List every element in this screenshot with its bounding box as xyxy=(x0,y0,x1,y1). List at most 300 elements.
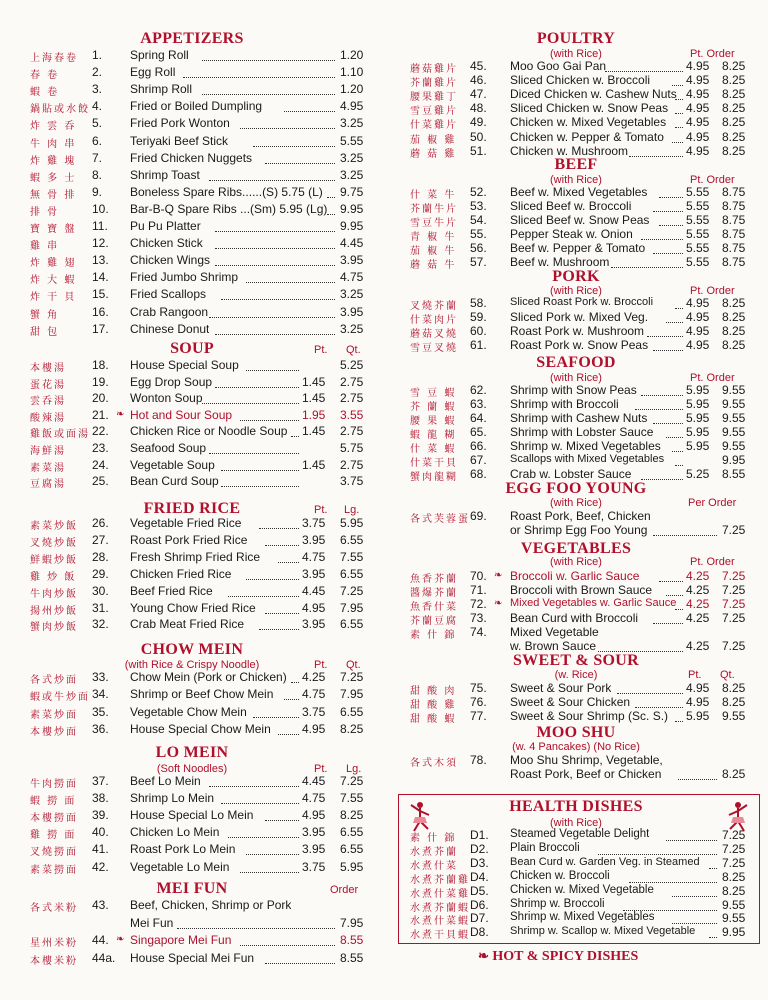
price-small: 5.55 xyxy=(686,198,710,213)
menu-item-row[interactable] xyxy=(0,424,384,441)
item-number: 60. xyxy=(470,324,487,338)
item-number: 61. xyxy=(470,338,487,352)
item-name: Chicken Wings xyxy=(130,253,211,268)
item-name: Sliced Beef w. Snow Peas xyxy=(510,212,650,227)
price-large: 6.55 xyxy=(340,532,364,547)
price-large: 5.95 xyxy=(340,859,364,874)
item-name: Chicken w. Mixed Vegetable xyxy=(510,883,654,896)
item-name: Sweet & Sour Chicken xyxy=(510,695,631,709)
price-small: 3.95 xyxy=(302,825,326,840)
menu-item-row[interactable] xyxy=(0,48,384,65)
item-number: 2. xyxy=(92,65,103,80)
item-name: House Special Lo Mein xyxy=(130,808,254,823)
menu-item-row[interactable] xyxy=(0,134,384,151)
leader-dots xyxy=(653,523,717,536)
item-number: 37. xyxy=(92,774,109,788)
leader-dots xyxy=(641,227,683,240)
price-small: 3.75 xyxy=(302,704,326,719)
price-small: 4.25 xyxy=(686,583,710,597)
leader-dots xyxy=(228,584,300,597)
menu-item-row[interactable] xyxy=(0,408,384,425)
egg-foo-young-subtitle: (with Rice) xyxy=(550,497,602,509)
item-number: 65. xyxy=(470,425,487,439)
menu-item-row[interactable] xyxy=(0,550,384,567)
leader-dots xyxy=(265,951,335,964)
menu-item-row[interactable] xyxy=(0,185,384,202)
price-large: 8.25 xyxy=(722,695,746,709)
menu-item-row[interactable] xyxy=(0,202,384,219)
menu-item-row[interactable] xyxy=(0,687,384,704)
price: 8.25 xyxy=(722,869,746,884)
column-header: Order xyxy=(330,884,359,896)
item-name: Fried Pork Wonton xyxy=(130,116,230,131)
item-name: Sweet & Sour Shrimp (Sc. S.) xyxy=(510,709,669,723)
price-small: 4.45 xyxy=(302,583,326,598)
chinese-name: 醬爆芥蘭 xyxy=(410,588,458,599)
price-large: 7.25 xyxy=(722,597,746,611)
leader-dots xyxy=(666,310,684,323)
column-header: Pt. Order xyxy=(690,372,735,384)
leader-dots xyxy=(641,383,683,396)
item-name: Mei Fun xyxy=(130,915,174,930)
leader-dots xyxy=(653,338,683,351)
menu-item-row[interactable] xyxy=(0,791,384,808)
price-small: 3.95 xyxy=(302,532,326,547)
item-number: 49. xyxy=(470,115,487,130)
price: 3.95 xyxy=(340,304,364,319)
item-number: 35. xyxy=(92,704,109,719)
chinese-name: 蘑 菇 雞 xyxy=(410,148,457,160)
chinese-name: 本樓撈面 xyxy=(30,813,78,825)
item-number: 15. xyxy=(92,287,109,302)
chili-pepper-icon: ❧ xyxy=(116,408,125,420)
chinese-name: 腰 果 蝦 xyxy=(410,416,457,427)
chinese-name: 寶 寶 盤 xyxy=(30,224,77,235)
price-large: 7.25 xyxy=(722,569,746,583)
menu-item-row[interactable] xyxy=(384,523,768,540)
item-name: House Special Chow Mein xyxy=(130,721,271,736)
chinese-name: 蝦 卷 xyxy=(30,87,60,99)
menu-item-row[interactable] xyxy=(0,916,384,933)
price-large: 2.75 xyxy=(340,374,364,389)
chili-pepper-icon: ❧ xyxy=(478,948,489,963)
item-name: Fried Scallops xyxy=(130,287,207,302)
leader-dots xyxy=(675,115,683,128)
item-number: 8. xyxy=(92,167,103,182)
menu-item-row[interactable] xyxy=(384,338,768,355)
chinese-name: 魚香什菜 xyxy=(410,602,458,613)
item-name: Shrimp w. Mixed Vegetables xyxy=(510,439,661,453)
leader-dots xyxy=(647,324,683,337)
leader-dots xyxy=(246,842,299,855)
leader-dots xyxy=(675,296,683,309)
leader-dots xyxy=(202,391,299,404)
price-large: 9.55 xyxy=(722,397,746,411)
menu-item-row[interactable] xyxy=(0,842,384,859)
item-number: 21. xyxy=(92,407,109,422)
chow-mein-heading: CHOW MEIN xyxy=(140,641,244,658)
menu-item-row[interactable] xyxy=(0,670,384,687)
item-number: 66. xyxy=(470,439,487,453)
item-number: 25. xyxy=(92,474,109,489)
item-number: 54. xyxy=(470,212,487,227)
moo-shu-subtitle: (w. 4 Pancakes) (No Rice) xyxy=(512,741,640,753)
item-name: Vegetable Lo Mein xyxy=(130,859,230,874)
price: 3.95 xyxy=(340,253,364,268)
item-number: 31. xyxy=(92,600,109,615)
leader-dots xyxy=(653,411,683,424)
price-large: 7.25 xyxy=(722,583,746,597)
price: 3.25 xyxy=(340,321,364,336)
menu-item-row[interactable] xyxy=(0,99,384,116)
column-header: Pt. Order xyxy=(690,285,735,297)
item-number: 63. xyxy=(470,397,487,411)
lo-mein-heading: LO MEIN xyxy=(155,744,229,761)
chinese-name: 什菜雞片 xyxy=(410,120,458,132)
item-name: Egg Drop Soup xyxy=(130,374,213,389)
price-small: 5.95 xyxy=(686,709,710,723)
price-small: 4.95 xyxy=(686,338,710,352)
menu-item-row[interactable] xyxy=(0,322,384,339)
column-header: Qt. xyxy=(720,669,735,681)
menu-item-row[interactable] xyxy=(0,601,384,618)
item-name: Chicken w. Broccoli xyxy=(510,869,610,882)
menu-item-row[interactable] xyxy=(0,270,384,287)
price-large: 8.25 xyxy=(722,324,746,338)
price-small: 5.55 xyxy=(686,254,710,269)
item-number: 44a. xyxy=(92,950,116,965)
price-large: 8.25 xyxy=(722,73,746,88)
price: 9.95 xyxy=(722,925,746,940)
item-name: Crab w. Lobster Sauce xyxy=(510,467,632,481)
vegetables-subtitle: (with Rice) xyxy=(550,556,602,568)
chinese-name: 各式米粉 xyxy=(30,903,78,914)
item-number: 23. xyxy=(92,441,109,455)
price: 7.25 xyxy=(722,855,746,870)
chili-pepper-icon: ❧ xyxy=(116,934,125,945)
item-number: 32. xyxy=(92,617,109,632)
menu-item-row[interactable] xyxy=(0,116,384,133)
menu-item-row[interactable] xyxy=(0,458,384,475)
item-number: D7. xyxy=(470,911,489,926)
menu-item-row[interactable] xyxy=(0,860,384,877)
leader-dots xyxy=(284,99,335,112)
item-name: Young Chow Fried Rice xyxy=(130,600,256,615)
poultry-heading: POULTRY xyxy=(536,30,616,47)
price-large: 2.75 xyxy=(340,424,364,439)
item-name: Beef Fried Rice xyxy=(130,583,213,598)
item-name: Roast Pork Fried Rice xyxy=(130,532,248,547)
price: 3.25 xyxy=(340,150,364,165)
chinese-name: 蟹肉炒飯 xyxy=(30,622,78,634)
price-small: 4.95 xyxy=(686,115,710,130)
item-number: 68. xyxy=(470,467,487,481)
leader-dots xyxy=(265,808,299,821)
price-small: 1.45 xyxy=(302,457,326,472)
menu-item-row[interactable] xyxy=(0,151,384,168)
item-number: 38. xyxy=(92,791,109,806)
leader-dots xyxy=(675,709,683,722)
price-small: 1.45 xyxy=(302,391,326,406)
item-number: 58. xyxy=(470,296,487,310)
price-small: 5.55 xyxy=(686,185,710,199)
chinese-name: 什 菜 蝦 xyxy=(410,444,457,455)
leader-dots xyxy=(653,611,683,624)
item-number: 39. xyxy=(92,808,109,823)
item-name: Chicken Rice or Noodle Soup xyxy=(130,424,288,439)
item-number: 67. xyxy=(470,453,487,467)
leader-dots xyxy=(202,48,335,61)
menu-item-row[interactable] xyxy=(0,705,384,722)
item-name: Roast Pork Lo Mein xyxy=(130,842,236,857)
item-number: 5. xyxy=(92,116,103,131)
price: 5.55 xyxy=(340,133,364,148)
chinese-name: 上海春卷 xyxy=(30,53,78,64)
column-header: Pt. Order xyxy=(690,174,735,186)
price-large: 7.25 xyxy=(722,639,746,653)
chinese-name: 蝦 龍 糊 xyxy=(410,430,457,441)
item-name: Bar-B-Q Spare Ribs ...(Sm) 5.95 (Lg) xyxy=(130,201,328,216)
item-number: 70. xyxy=(470,569,487,583)
menu-item-row[interactable] xyxy=(0,65,384,82)
menu-item-row[interactable] xyxy=(0,516,384,533)
menu-item-row[interactable] xyxy=(0,774,384,791)
menu-item-row[interactable] xyxy=(0,82,384,99)
item-name: Shrimp w. Scallop w. Mixed Vegetable xyxy=(510,925,696,938)
chinese-name: 海鮮湯 xyxy=(30,446,66,457)
item-name: Fresh Shrimp Fried Rice xyxy=(130,549,261,564)
chinese-name: 叉燒炒飯 xyxy=(30,537,78,549)
price: 9.95 xyxy=(340,219,364,233)
menu-item-row[interactable] xyxy=(0,808,384,825)
leader-dots xyxy=(253,134,335,147)
leader-dots xyxy=(598,639,683,652)
chinese-name: 雪 豆 蝦 xyxy=(410,388,457,399)
item-name: Pu Pu Platter xyxy=(130,219,201,233)
menu-item-row[interactable] xyxy=(0,287,384,304)
menu-item-row[interactable] xyxy=(0,617,384,634)
item-number: 34. xyxy=(92,687,109,702)
price-large: 6.55 xyxy=(340,842,364,857)
price-small: 5.55 xyxy=(686,212,710,227)
soup-heading: SOUP xyxy=(170,340,214,357)
price: 1.20 xyxy=(340,48,364,62)
chinese-name: 水煮干貝蝦 xyxy=(410,930,470,942)
leader-dots xyxy=(605,59,684,72)
chinese-name: 什 菜 牛 xyxy=(410,190,457,201)
menu-item-row[interactable] xyxy=(384,767,768,784)
leader-dots xyxy=(675,87,683,100)
item-number: 4. xyxy=(92,99,103,114)
price-small: 4.95 xyxy=(686,87,710,102)
item-name: Fried Chicken Nuggets xyxy=(130,150,253,165)
health-subtitle: (with Rice) xyxy=(550,817,602,829)
pork-subtitle: (with Rice) xyxy=(550,285,602,297)
menu-item-row[interactable] xyxy=(0,533,384,550)
menu-item-row[interactable] xyxy=(0,219,384,236)
price-small: 3.75 xyxy=(302,859,326,874)
item-name: Moo Shu Shrimp, Vegetable, xyxy=(510,753,663,767)
leader-dots xyxy=(629,144,683,157)
leader-dots xyxy=(209,305,335,318)
price-small: 4.25 xyxy=(686,597,710,611)
item-name: Roast Pork w. Mushroom xyxy=(510,324,645,338)
chinese-name: 炸 大 蝦 xyxy=(30,275,77,287)
price-large: 8.75 xyxy=(722,240,746,255)
item-number: 13. xyxy=(92,253,109,268)
item-number: 12. xyxy=(92,236,109,251)
leader-dots xyxy=(215,322,335,335)
item-name: Mixed Vegetable xyxy=(510,625,599,639)
price-small: 4.95 xyxy=(686,695,710,709)
item-number: 48. xyxy=(470,101,487,116)
leader-dots xyxy=(246,270,335,283)
price-small: 4.25 xyxy=(302,670,326,684)
price-small: 4.25 xyxy=(686,611,710,625)
price-large: 9.55 xyxy=(722,383,746,397)
price: 1.20 xyxy=(340,82,364,97)
menu-item-row[interactable] xyxy=(0,951,384,968)
column-header: Pt. xyxy=(314,504,328,516)
chili-pepper-icon: ❧ xyxy=(494,598,503,609)
menu-item-row[interactable] xyxy=(0,253,384,270)
chili-pepper-icon: ❧ xyxy=(494,570,503,581)
leader-dots xyxy=(177,916,335,929)
menu-item-row[interactable] xyxy=(0,358,384,375)
item-number: 18. xyxy=(92,358,109,372)
chinese-name: 蘑菇叉燒 xyxy=(410,329,458,340)
menu-item-row[interactable] xyxy=(0,722,384,739)
leader-dots xyxy=(653,241,683,254)
chinese-name: 蝦 多 士 xyxy=(30,172,77,184)
item-name: Chicken w. Mushroom xyxy=(510,143,629,158)
leader-dots xyxy=(240,933,335,946)
item-name: Boneless Spare Ribs......(S) 5.75 (L) xyxy=(130,184,323,199)
column-header: Per Order xyxy=(688,497,737,509)
leader-dots xyxy=(675,101,683,114)
price: 4.95 xyxy=(340,99,364,114)
item-number: 10. xyxy=(92,201,109,216)
leader-dots xyxy=(215,236,335,249)
item-name: Shrimp with Cashew Nuts xyxy=(510,411,648,425)
menu-item-row[interactable] xyxy=(0,933,384,950)
price-small: 4.25 xyxy=(686,639,710,653)
price-large: 2.75 xyxy=(340,391,364,406)
price-small: 5.95 xyxy=(686,383,710,397)
price-large: 2.75 xyxy=(340,457,364,472)
item-name: Mixed Vegetables w. Garlic Sauce xyxy=(510,597,677,609)
column-header: Lg. xyxy=(346,763,362,775)
menu-item-row[interactable] xyxy=(0,391,384,408)
item-number: 42. xyxy=(92,859,109,874)
column-header: Pt. Order xyxy=(690,48,735,60)
item-number: 55. xyxy=(470,226,487,241)
price-large: 9.55 xyxy=(722,411,746,425)
menu-item-row[interactable] xyxy=(0,305,384,322)
item-number: 69. xyxy=(470,509,487,523)
leader-dots xyxy=(265,601,299,614)
item-name: Shrimp or Beef Chow Mein xyxy=(130,687,274,702)
item-name: Plain Broccoli xyxy=(510,841,580,854)
column-header: Pt. xyxy=(688,669,702,681)
price: 1.10 xyxy=(340,65,364,80)
chinese-name: 水煮什菜 xyxy=(410,860,458,872)
chinese-name: 什菜肉片 xyxy=(410,315,458,326)
price: 7.25 xyxy=(722,828,746,842)
item-number: 72. xyxy=(470,597,487,611)
price-small: 5.55 xyxy=(686,226,710,241)
chinese-name: 本樓米粉 xyxy=(30,955,78,967)
price-large: 6.55 xyxy=(340,566,364,581)
leader-dots xyxy=(221,791,299,804)
item-name: Beef Lo Mein xyxy=(130,774,201,788)
chinese-name: 芥蘭雞片 xyxy=(410,78,458,90)
menu-item-row[interactable] xyxy=(0,236,384,253)
chinese-name: 蝦 撈 面 xyxy=(30,796,77,808)
menu-item-row[interactable] xyxy=(0,567,384,584)
leader-dots xyxy=(653,199,683,212)
item-name: Hot and Sour Soup xyxy=(130,407,233,422)
item-number: D2. xyxy=(470,841,489,856)
price-large: 8.25 xyxy=(722,310,746,324)
price: 9.95 xyxy=(340,201,364,216)
leader-dots xyxy=(659,213,683,226)
menu-item-row[interactable] xyxy=(0,441,384,458)
item-name: Sliced Roast Pork w. Broccoli xyxy=(510,296,654,308)
price: 8.55 xyxy=(340,950,364,965)
chinese-name: 星州米粉 xyxy=(30,938,78,949)
item-name: Pepper Steak w. Onion xyxy=(510,226,633,241)
chinese-name: 茄 椒 雞 xyxy=(410,134,457,146)
price-large: 8.25 xyxy=(722,101,746,116)
leader-dots xyxy=(327,202,335,215)
chinese-name: 茄 椒 牛 xyxy=(410,245,457,257)
menu-item-row[interactable] xyxy=(0,168,384,185)
price-large: 9.95 xyxy=(722,453,746,467)
chinese-name: 水煮芥蘭雞 xyxy=(410,874,470,886)
menu-item-row[interactable] xyxy=(0,474,384,491)
item-name: Chicken Lo Mein xyxy=(130,825,220,840)
item-name: Vegetable Soup xyxy=(130,457,215,472)
leader-dots xyxy=(666,425,684,438)
chinese-name: 雪豆叉燒 xyxy=(410,343,458,354)
item-name: Roast Pork w. Snow Peas xyxy=(510,338,649,352)
item-name: Shrimp w. Mixed Vegetables xyxy=(510,911,655,924)
price-small: 3.95 xyxy=(302,842,326,857)
item-name: Beef w. Mixed Vegetables xyxy=(510,185,648,199)
chinese-name: 春 卷 xyxy=(30,70,60,82)
leader-dots xyxy=(284,687,299,700)
leader-dots xyxy=(228,825,300,838)
leader-dots xyxy=(221,458,299,471)
menu-item-row[interactable] xyxy=(0,825,384,842)
menu-item-row[interactable] xyxy=(0,584,384,601)
price-large: 8.25 xyxy=(722,87,746,102)
menu-item-row[interactable] xyxy=(0,898,384,915)
price-large: 8.75 xyxy=(722,226,746,241)
menu-item-row[interactable] xyxy=(0,375,384,392)
leader-dots xyxy=(291,424,299,437)
item-number: 71. xyxy=(470,583,487,597)
leader-dots xyxy=(672,73,683,86)
item-number: D5. xyxy=(470,883,489,898)
item-number: 47. xyxy=(470,87,487,102)
price-small: 4.75 xyxy=(302,687,326,702)
item-name: Moo Goo Gai Pan xyxy=(510,59,607,73)
item-number: 75. xyxy=(470,681,487,695)
item-number: 78. xyxy=(470,753,487,767)
price-large: 9.55 xyxy=(722,439,746,453)
